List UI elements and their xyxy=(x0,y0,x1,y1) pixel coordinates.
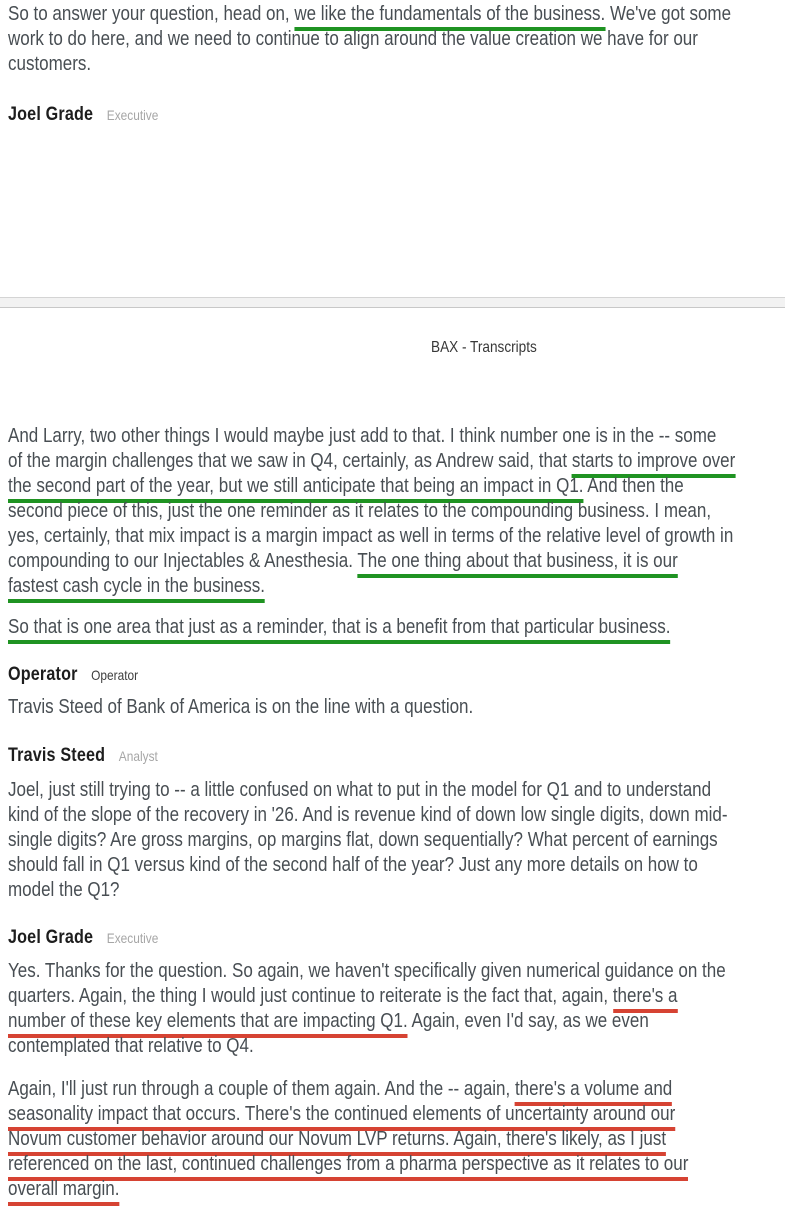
text-segment: model the Q1? xyxy=(8,879,120,901)
highlight-green-underline[interactable]: fastest cash cycle in the business. xyxy=(8,575,265,603)
transcript-line xyxy=(8,615,670,640)
text-segment: And Larry, two other things I would maybe just add to that. I think number one is in the -- some xyxy=(8,425,717,447)
highlight-red-underline[interactable]: there's a xyxy=(613,985,678,1013)
speaker-row xyxy=(8,744,184,768)
transcript-line xyxy=(8,1152,688,1177)
highlight-green-underline[interactable]: starts to improve over xyxy=(572,450,735,478)
text-segment: should fall in Q1 versus kind of the second half of the year? Just any more details on how to xyxy=(8,854,698,876)
text-segment: We've got some xyxy=(605,3,732,25)
highlight-red-underline[interactable]: seasonality impact that occurs. There's the continued elements of uncertainty around our xyxy=(8,1103,675,1131)
speaker-role-badge: Operator xyxy=(91,667,139,683)
transcript-paragraph xyxy=(8,615,670,640)
transcript-line xyxy=(8,959,726,984)
transcript-paragraph xyxy=(8,959,726,1059)
speaker-name: Operator xyxy=(8,664,78,685)
text-segment: compounding to our Injectables & Anesthesia. xyxy=(8,550,358,572)
text-segment: Again, even I'd say, as we even xyxy=(407,1010,649,1032)
transcript-line xyxy=(8,449,735,474)
speaker-row-inner xyxy=(8,663,138,688)
text-segment: quarters. Again, the thing I would just continue to reiterate is the fact that, again, xyxy=(8,985,613,1007)
highlight-red-underline[interactable]: referenced on the last, continued challenges from a pharma perspective as it relates to our xyxy=(8,1153,688,1181)
highlight-red-underline[interactable]: Novum customer behavior around our Novum LVP returns. Again, there's likely, as I just xyxy=(8,1128,666,1156)
transcript-paragraph xyxy=(8,778,728,903)
highlight-green-underline[interactable]: the second part of the year, but we still anticipate that being an impact in Q1. xyxy=(8,475,584,503)
speaker-row xyxy=(8,103,185,127)
speaker-name: Joel Grade xyxy=(8,927,94,948)
text-segment: So to answer your question, head on, xyxy=(8,3,295,25)
transcript-line xyxy=(8,695,473,720)
text-segment: second piece of this, just the one reminder as it relates to the compounding business. I mean, xyxy=(8,500,712,522)
text-segment: Yes. Thanks for the question. So again, we haven't specifically given numerical guidance on the xyxy=(8,960,726,982)
highlight-red-underline[interactable]: number of these key elements that are impacting Q1. xyxy=(8,1010,408,1038)
page-break-divider xyxy=(0,297,785,308)
transcript-paragraph xyxy=(8,424,735,599)
transcript-paragraph xyxy=(8,1077,688,1202)
text-segment: work to do here, and we need to continue to align around the value creation we have for our xyxy=(8,28,698,50)
transcript-line xyxy=(8,1077,688,1102)
transcript-line xyxy=(8,1102,688,1127)
transcript-line xyxy=(8,499,735,524)
text-segment: And then the xyxy=(583,475,684,497)
text-segment: contemplated that relative to Q4. xyxy=(8,1035,254,1057)
speaker-name: Joel Grade xyxy=(8,104,94,125)
speaker-row-inner xyxy=(8,103,158,128)
text-segment: yes, certainly, that mix impact is a margin impact as well in terms of the relative level of growth in xyxy=(8,525,734,547)
transcript-line xyxy=(8,984,726,1009)
speaker-row-inner xyxy=(8,744,158,769)
speaker-row xyxy=(8,663,161,687)
transcript-paragraph xyxy=(8,2,731,77)
transcript-line xyxy=(8,27,731,52)
transcript-line xyxy=(8,878,728,903)
text-segment: kind of the slope of the recovery in '26. And is revenue kind of down low single digits, down mid- xyxy=(8,804,728,826)
speaker-row-inner xyxy=(8,926,158,951)
highlight-green-underline[interactable]: So that is one area that just as a reminder, that is a benefit from that particular business. xyxy=(8,616,670,644)
page-header xyxy=(431,337,555,359)
transcript-line xyxy=(8,1009,726,1034)
page-header-title: BAX - Transcripts xyxy=(431,339,537,356)
speaker-row xyxy=(8,926,185,950)
speaker-role-badge: Executive xyxy=(106,107,159,123)
highlight-green-underline[interactable]: we like the fundamentals of the business. xyxy=(294,3,605,31)
text-segment: single digits? Are gross margins, op margins flat, down sequentially? What percent of earnings xyxy=(8,829,718,851)
highlight-red-underline[interactable]: there's a volume and xyxy=(515,1078,672,1106)
text-segment: of the margin challenges that we saw in Q4, certainly, as Andrew said, that xyxy=(8,450,572,472)
transcript-line xyxy=(8,549,735,574)
text-segment: customers. xyxy=(8,53,92,75)
transcript-line xyxy=(8,474,735,499)
transcript-line xyxy=(8,1127,688,1152)
transcript-line xyxy=(8,524,735,549)
speaker-name: Travis Steed xyxy=(8,745,106,766)
transcript-line xyxy=(8,778,728,803)
speaker-role-badge: Executive xyxy=(106,930,159,946)
speaker-role-badge: Analyst xyxy=(118,748,158,764)
text-segment: Joel, just still trying to -- a little confused on what to put in the model for Q1 and to understand xyxy=(8,779,712,801)
transcript-line xyxy=(8,2,731,27)
highlight-green-underline[interactable]: The one thing about that business, it is our xyxy=(357,550,677,578)
highlight-red-underline[interactable]: overall margin. xyxy=(8,1178,119,1206)
transcript-paragraph xyxy=(8,695,473,720)
transcript-line xyxy=(8,853,728,878)
text-segment: Travis Steed of Bank of America is on the line with a question. xyxy=(8,696,474,718)
transcript-line xyxy=(8,424,735,449)
transcript-line xyxy=(8,52,731,77)
transcript-line xyxy=(8,828,728,853)
transcript-line xyxy=(8,803,728,828)
text-segment: Again, I'll just run through a couple of them again. And the -- again, xyxy=(8,1078,515,1100)
